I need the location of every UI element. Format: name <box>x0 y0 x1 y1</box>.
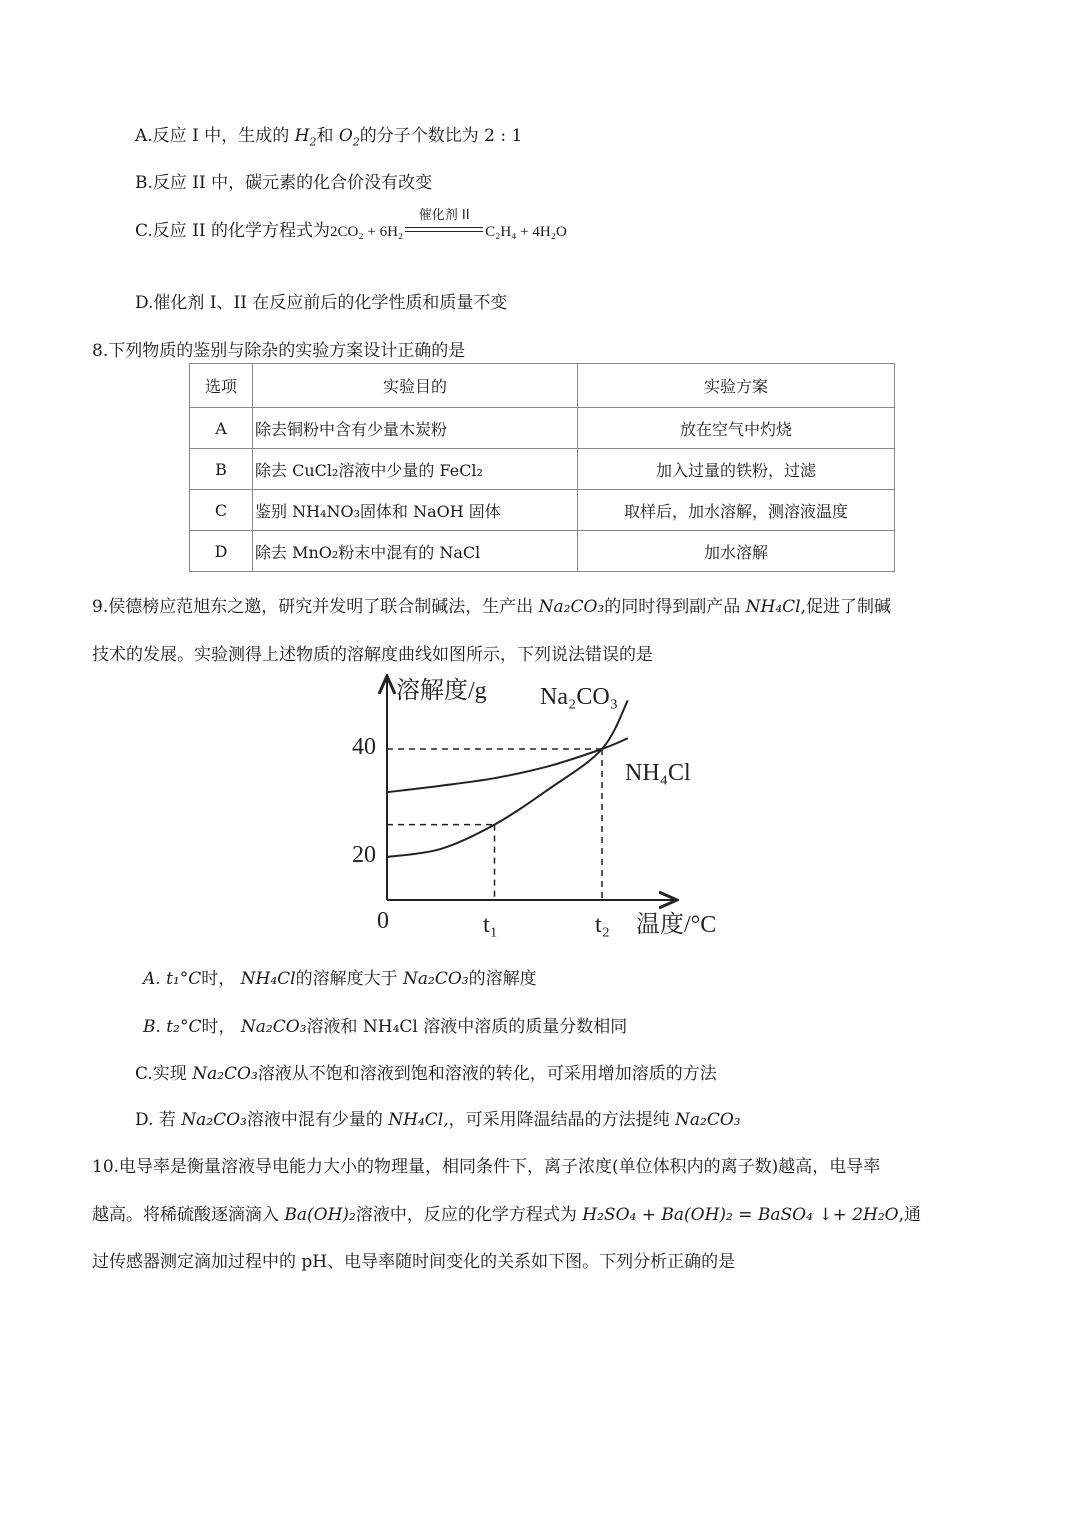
q9-b-text: 溶液和 NH₄Cl 溶液中溶质的质量分数相同 <box>306 1017 628 1037</box>
formula-nh4cl: NH₄Cl <box>745 597 801 617</box>
series-line-nh4cl <box>387 738 628 792</box>
formula-na2co3: Na₂CO₃ <box>181 1110 247 1130</box>
q7-a-text: A.反应 I 中，生成的 <box>135 126 295 146</box>
catalyst-arrow <box>405 208 483 240</box>
q9-option-d <box>135 1108 741 1132</box>
cell-option: C <box>190 490 253 531</box>
q10-text: ,通 <box>898 1205 922 1225</box>
q10-line3: 过传感器测定滴加过程中的 pH、电导率随时间变化的关系如下图。下列分析正确的是 <box>92 1252 736 1272</box>
equation: H₂SO₄ + Ba(OH)₂ = BaSO₄ ↓+ 2H₂O <box>582 1205 899 1225</box>
q9-d-text: ，可采用降温结晶的方法提纯 <box>448 1110 676 1130</box>
table-row <box>190 408 895 449</box>
q9-text: 9.侯德榜应范旭东之邀，研究并发明了联合制碱法，生产出 <box>92 597 539 617</box>
q9-a-text: 时， <box>201 969 241 989</box>
q9-d-text: 溶液中混有少量的 <box>246 1110 389 1130</box>
cell-purpose: 除去铜粉中含有少量木炭粉 <box>253 408 578 449</box>
q9-b-text: 时， <box>201 1017 241 1037</box>
header-plan: 实验方案 <box>578 364 895 408</box>
q9-option-b <box>143 1015 627 1039</box>
formula-na2co3: Na₂CO₃ <box>403 969 469 989</box>
catalyst-label: 催化剂 II <box>418 208 470 223</box>
q9-a-text: 的溶解度 <box>468 969 537 989</box>
q7-option-b: B.反应 II 中，碳元素的化合价没有改变 <box>135 173 433 193</box>
cell-plan: 加入过量的铁粉，过滤 <box>578 449 895 490</box>
q9-stem-line2: 技术的发展。实验测得上述物质的溶解度曲线如图所示，下列说法错误的是 <box>92 645 653 665</box>
formula-nh4cl: NH₄Cl <box>240 969 296 989</box>
equation-lhs: 2CO₂ + 6H₂ <box>330 224 404 240</box>
cell-plan: 取样后，加水溶解，测溶液温度 <box>578 490 895 531</box>
cell-purpose: 除去 CuCl₂溶液中少量的 FeCl₂ <box>253 449 578 490</box>
cell-option: D <box>190 531 253 572</box>
q10-line1: 10.电导率是衡量溶液导电能力大小的物理量，相同条件下，离子浓度(单位体积内的离子数)越高，电导率 <box>92 1157 881 1177</box>
table-row <box>190 531 895 572</box>
q10-line2 <box>92 1203 921 1227</box>
q7-a-post: 的分子个数比为 2 : 1 <box>359 126 523 146</box>
y-axis-label: 溶解度/g <box>396 678 487 704</box>
cell-option: A <box>190 408 253 449</box>
sub: 2 <box>352 135 360 149</box>
cell-plan: 放在空气中灼烧 <box>578 408 895 449</box>
table-row <box>190 449 895 490</box>
formula-na2co3: Na₂CO₃ <box>675 1110 741 1130</box>
header-purpose: 实验目的 <box>253 364 578 408</box>
q9-c-text: 溶液从不饱和溶液到饱和溶液的转化，可采用增加溶质的方法 <box>257 1064 717 1084</box>
legend-na2co3: Na₂CO₃ <box>540 684 619 710</box>
x-tick-label: 0 <box>377 908 389 934</box>
header-option: 选项 <box>190 364 253 408</box>
q8-table <box>189 363 895 572</box>
formula-na2co3: Na₂CO₃ <box>240 1017 307 1037</box>
formula-na2co3: Na₂CO₃ <box>192 1064 258 1084</box>
cell-plan: 加水溶解 <box>578 531 895 572</box>
q9-text: ,促进了制碱 <box>800 597 891 617</box>
q9-b-label: B. t₂°C <box>143 1017 202 1037</box>
q9-a-text: 的溶解度大于 <box>295 969 404 989</box>
formula-h2: H <box>294 126 310 146</box>
table-header-row <box>190 364 895 408</box>
legend-nh4cl: NH₄Cl <box>625 760 691 786</box>
equation-rhs: C₂H₄ + 4H₂O <box>485 224 567 240</box>
q9-d-text: D. 若 <box>135 1110 182 1130</box>
series-line-na2co3 <box>387 700 628 857</box>
solubility-chart <box>340 670 740 945</box>
q8-stem: 8.下列物质的鉴别与除杂的实验方案设计正确的是 <box>92 341 466 361</box>
x-axis-label: 温度/°C <box>636 912 717 938</box>
x-tick-label: t₂ <box>595 912 611 938</box>
q7-c-text: C.反应 II 的化学方程式为 <box>135 221 331 241</box>
x-tick-label: t₁ <box>483 912 499 938</box>
cell-purpose: 鉴别 NH₄NO₃固体和 NaOH 固体 <box>253 490 578 531</box>
formula-baoh2: Ba(OH)₂ <box>284 1205 356 1225</box>
q9-c-text: C.实现 <box>135 1064 193 1084</box>
q7-option-a <box>135 124 522 154</box>
q7-option-d: D.催化剂 I、II 在反应前后的化学性质和质量不变 <box>135 293 508 313</box>
sub: 2 <box>309 135 317 149</box>
q10-text: 溶液中，反应的化学方程式为 <box>355 1205 583 1225</box>
q7-option-c <box>135 208 567 244</box>
y-tick-label: 20 <box>352 842 376 868</box>
cell-option: B <box>190 449 253 490</box>
y-tick-label: 40 <box>352 734 376 760</box>
cell-purpose: 除去 MnO₂粉末中混有的 NaCl <box>253 531 578 572</box>
formula-na2co3: Na₂CO₃ <box>538 597 605 617</box>
q9-option-c <box>135 1062 717 1086</box>
q9-text: 的同时得到副产品 <box>604 597 746 617</box>
q7-a-mid: 和 <box>316 126 339 146</box>
q10-text: 越高。将稀硫酸逐滴滴入 <box>92 1205 285 1225</box>
formula-o2: O <box>338 126 353 146</box>
q9-option-a <box>143 967 537 991</box>
q9-a-label: A. t₁°C <box>143 969 202 989</box>
formula-nh4cl: NH₄Cl, <box>388 1110 449 1130</box>
table-row <box>190 490 895 531</box>
q9-stem-line1 <box>92 595 891 619</box>
